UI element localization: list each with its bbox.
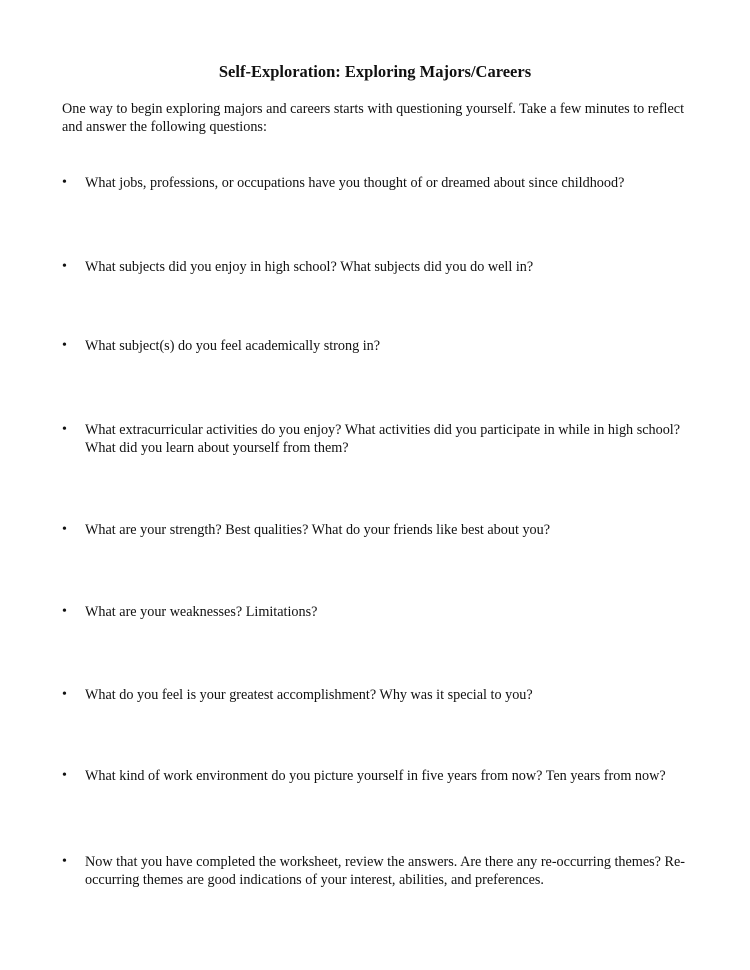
question-item: • What jobs, professions, or occupations have you thought of or dreamed about since childhood? bbox=[62, 175, 625, 191]
question-item: • Now that you have completed the worksheet, review the answers. Are there any re-occurring themes? Re-occurring themes are good indications of your interest, abilities, and preferences. bbox=[62, 854, 685, 888]
bullet-icon: • bbox=[62, 687, 67, 702]
question-item: • What are your strength? Best qualities? What do your friends like best about you? bbox=[62, 522, 551, 538]
question-item: • What extracurricular activities do you enjoy? What activities did you participate in while in high school? What did you learn about yourself from them? bbox=[62, 422, 681, 456]
bullet-icon: • bbox=[62, 175, 67, 190]
question-item: • What are your weaknesses? Limitations? bbox=[62, 604, 318, 620]
bullet-icon: • bbox=[62, 768, 67, 783]
question-item: • What kind of work environment do you picture yourself in five years from now? Ten years from now? bbox=[62, 768, 666, 784]
question-item: • What subject(s) do you feel academically strong in? bbox=[62, 338, 381, 354]
question-item: • What do you feel is your greatest accomplishment? Why was it special to you? bbox=[62, 687, 533, 703]
question-item: • What subjects did you enjoy in high school? What subjects did you do well in? bbox=[62, 259, 534, 275]
bullet-icon: • bbox=[62, 338, 67, 353]
bullet-icon: • bbox=[62, 259, 67, 274]
bullet-icon: • bbox=[62, 422, 67, 437]
bullet-icon: • bbox=[62, 522, 67, 537]
bullet-icon: • bbox=[62, 854, 67, 869]
page-title: Self-Exploration: Exploring Majors/Careers bbox=[218, 62, 532, 81]
bullet-icon: • bbox=[62, 604, 67, 619]
intro-paragraph: One way to begin exploring majors and careers starts with questioning yourself. Take a few minutes to reflect and answer the following questions: bbox=[62, 101, 685, 135]
